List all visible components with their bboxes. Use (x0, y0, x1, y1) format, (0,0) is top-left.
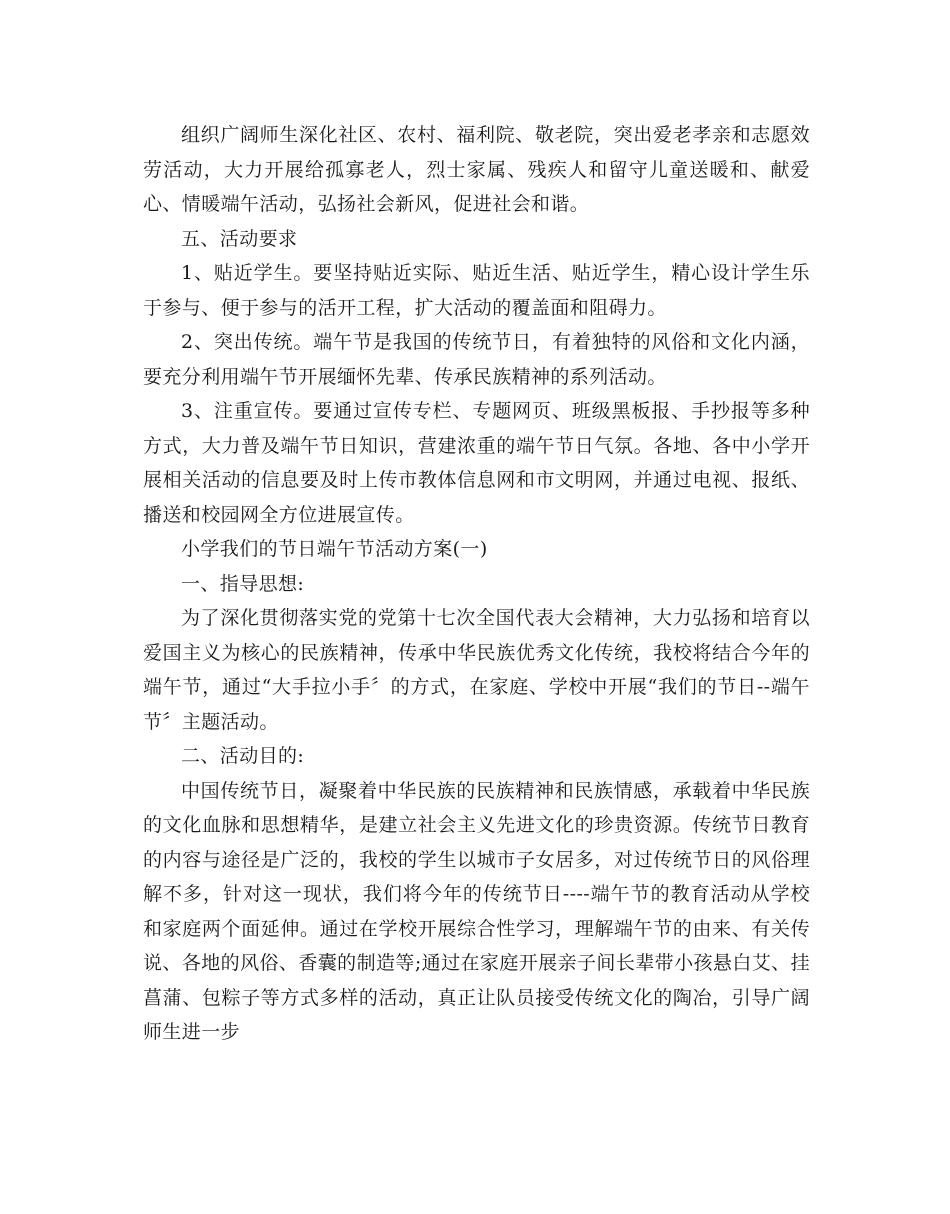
paragraph-community-activities: 组织广阔师生深化社区、农村、福利院、敬老院，突出爱老孝亲和志愿效劳活动，大力开展给孤寡老人，烈士家属、残疾人和留守儿童送暖和、献爱心、情暖端午活动，弘扬社会新风，促进社会和谐。 (143, 124, 810, 215)
paragraph-close-to-students: 1、贴近学生。要坚持贴近实际、贴近生活、贴近学生，精心设计学生乐于参与、便于参与的活开工程，扩大活动的覆盖面和阻碍力。 (143, 262, 810, 319)
document-body (143, 118, 810, 1050)
heading-activity-requirements: 五、活动要求 (181, 227, 298, 250)
heading-activity-purpose: 二、活动目的: (181, 745, 305, 767)
paragraph-highlight-tradition: 2、突出传统。端午节是我国的传统节日，有着独特的风俗和文化内涵，要充分利用端午节开展缅怀先辈、传承民族精神的系列活动。 (143, 331, 810, 388)
paragraph-guiding-thought: 为了深化贯彻落实党的党第十七次全国代表大会精神，大力弘扬和培育以爱国主义为核心的民族精神，传承中华民族优秀文化传统，我校将结合今年的端午节，通过“大手拉小手〞的方式，在家庭、学校中开展“我们的节日--端午节〞主题活动。 (143, 607, 810, 733)
heading-guiding-thought: 一、指导思想: (181, 572, 305, 595)
paragraph-activity-purpose: 中国传统节日，凝聚着中华民族的民族精神和民族情感，承载着中华民族的文化血脉和思想精华，是建立社会主义先进文化的珍贵资源。传统节日教育的内容与途径是广泛的，我校的学生以城市子女居多，对过传统节日的风俗理解不多，针对这一现状，我们将今年的传统节日----端午节的教育活动从学校和家庭两个面延伸。通过在学校开展综合性学习，理解端午节的由来、有关传说、各地的风俗、香囊的制造等;通过在家庭开展亲子间长辈带小孩悬白艾、挂菖蒲、包粽子等方式多样的活动，真正让队员接受传统文化的陶冶，引导广阔师生进一步 (143, 779, 810, 1043)
heading-plan-title: 小学我们的节日端午节活动方案(一) (181, 538, 488, 560)
paragraph-emphasize-publicity: 3、注重宣传。要通过宣传专栏、专题网页、班级黑板报、手抄报等多种方式，大力普及端午节日知识，营建浓重的端午节日气氛。各地、各中小学开展相关活动的信息要及时上传市教体信息网和市文明网，并通过电视、报纸、播送和校园网全方位进展宣传。 (143, 400, 810, 526)
